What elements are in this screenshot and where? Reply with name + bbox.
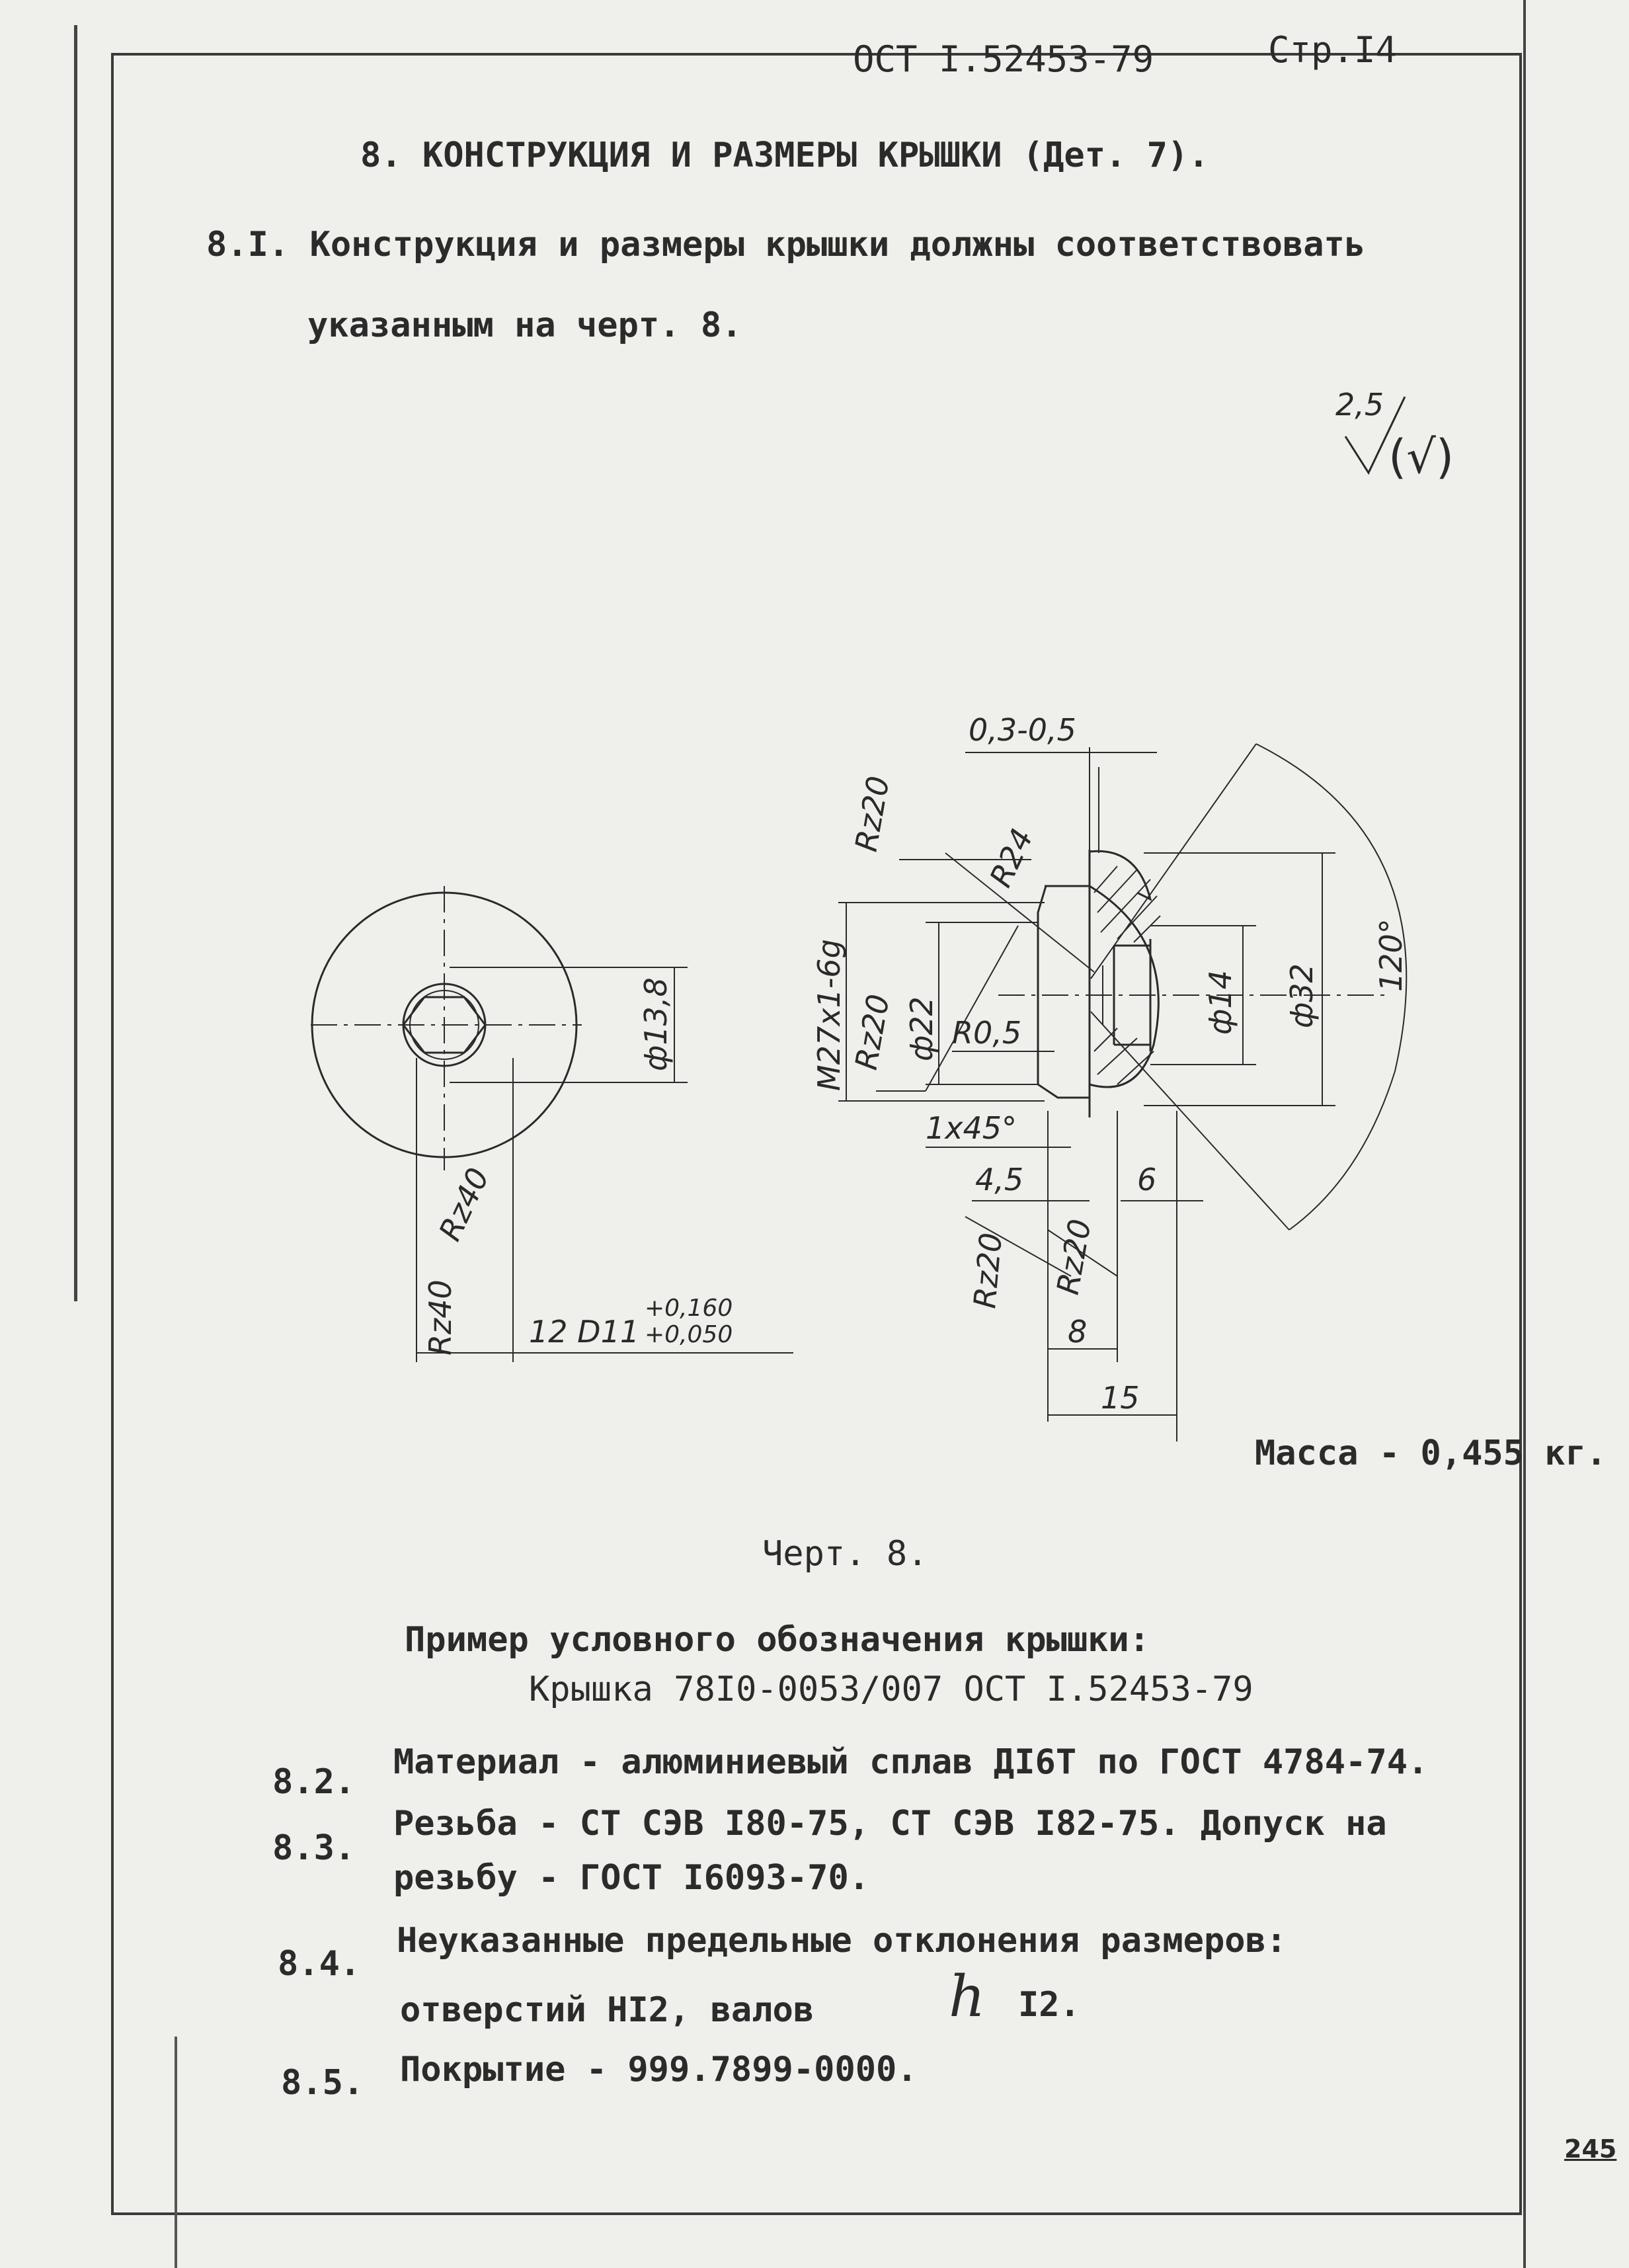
rough-rz20-d: Rz20 xyxy=(1049,1216,1098,1297)
rough-rz20-a: Rz20 xyxy=(848,773,896,854)
item-8-2-number: 8.2. xyxy=(272,1762,356,1802)
page-number: 245 xyxy=(1564,2134,1617,2164)
item-8-5-text: Покрытие - 999.7899-0000. xyxy=(400,2050,918,2089)
doc-code: ОСТ I.52453-79 xyxy=(853,38,1154,80)
roughness-symbol-general xyxy=(1335,387,1454,484)
dim-15: 15 xyxy=(1101,1380,1140,1416)
roughness-bracket: (√) xyxy=(1388,430,1454,484)
front-view xyxy=(311,886,793,1362)
item-8-3-text-line1: Резьба - СТ СЭВ I80-75, СТ СЭВ I82-75. Допуск на xyxy=(393,1804,1387,1843)
item-8-2-text: Материал - алюминиевый сплав ДI6Т по ГОСТ 4784-74. xyxy=(393,1742,1429,1782)
dim-chamfer: 1x45° xyxy=(926,1110,1017,1146)
dim-r24: R24 xyxy=(982,823,1041,893)
fit-12-d11: 12 D11 xyxy=(529,1314,640,1350)
dim-angle-120: 120° xyxy=(1373,918,1409,992)
item-8-5-number: 8.5. xyxy=(281,2063,364,2103)
tol-upper: +0,160 xyxy=(645,1295,733,1322)
dim-0-3-0-5: 0,3-0,5 xyxy=(969,712,1076,748)
example-designation: Крышка 78I0-0053/007 ОСТ I.52453-79 xyxy=(529,1670,1253,1709)
item-8-4-h: h xyxy=(949,1964,986,2030)
section-view xyxy=(811,712,1409,1441)
item-8-4-text-i12: I2. xyxy=(1018,1985,1080,2025)
rough-rz20-b: Rz20 xyxy=(848,991,896,1073)
item-8-4-text-line2: отверстий HI2, валов xyxy=(400,1990,814,2030)
example-title: Пример условного обозначения крышки: xyxy=(405,1620,1150,1660)
dim-thread-m27: M27x1-6g xyxy=(811,939,847,1091)
dim-6: 6 xyxy=(1137,1162,1157,1197)
item-8-3-number: 8.3. xyxy=(272,1828,356,1868)
rough-rz40-a: Rz40 xyxy=(432,1162,497,1246)
roughness-value: 2,5 xyxy=(1335,387,1384,423)
figure-caption: Черт. 8. xyxy=(762,1534,928,1574)
rough-rz20-c: Rz20 xyxy=(967,1231,1009,1310)
paragraph-8-1-line1: 8.I. Конструкция и размеры крышки должны соответствовать xyxy=(206,225,1366,264)
rough-rz40-b: Rz40 xyxy=(422,1279,458,1356)
item-8-4-number: 8.4. xyxy=(278,1944,361,1984)
dim-8: 8 xyxy=(1068,1314,1088,1350)
dim-r0-5: R0,5 xyxy=(952,1015,1022,1051)
mass: Масса - 0,455 кг. xyxy=(1255,1434,1607,1473)
dim-diam-14: ф14 xyxy=(1203,970,1238,1035)
dim-diam-32: ф32 xyxy=(1284,963,1320,1028)
section-title: 8. КОНСТРУКЦИЯ И РАЗМЕРЫ КРЫШКИ (Дет. 7). xyxy=(360,136,1209,175)
item-8-4-text-line1: Неуказанные предельные отклонения размеров: xyxy=(397,1921,1287,1961)
paragraph-8-1-line2: указанным на черт. 8. xyxy=(307,305,742,345)
page-label: Стр.I4 xyxy=(1268,29,1398,71)
dim-diam-13-8: ф13,8 xyxy=(638,977,674,1071)
dim-4-5: 4,5 xyxy=(975,1162,1024,1197)
item-8-3-text-line2: резьбу - ГОСТ I6093-70. xyxy=(393,1858,870,1898)
dim-diam-22: ф22 xyxy=(904,996,939,1061)
tol-lower: +0,050 xyxy=(645,1321,733,1348)
